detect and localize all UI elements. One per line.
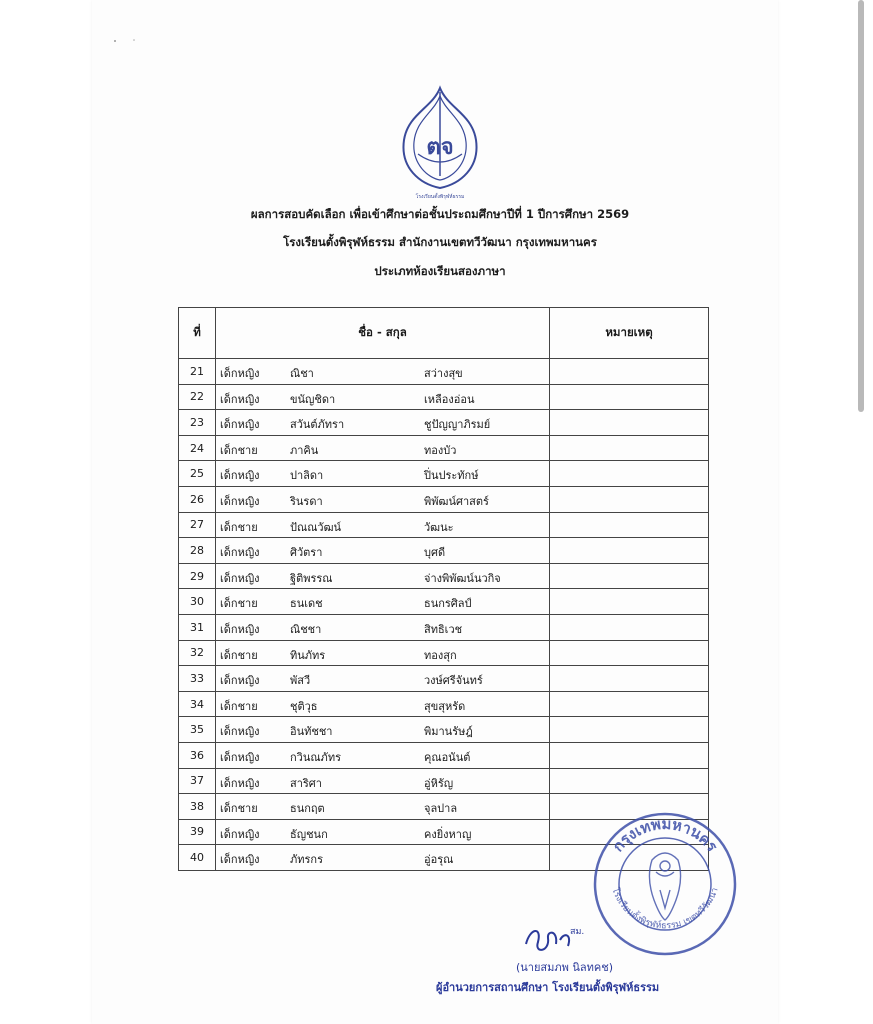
last-name: พิพัฒน์ศาสตร์ (424, 494, 489, 508)
first-name: ธัญชนก (290, 827, 328, 841)
table-row (179, 742, 709, 768)
table-row (179, 410, 709, 436)
scrollbar-thumb[interactable] (858, 0, 864, 412)
table-row (179, 640, 709, 666)
first-name: รินรดา (290, 494, 323, 508)
header-line-3: ประเภทห้องเรียนสองภาษา (374, 264, 506, 278)
last-name: จ่างพิพัฒน์นวกิจ (424, 571, 501, 585)
first-name: ชุติวุธ (290, 699, 318, 713)
cell-full-name (216, 563, 550, 589)
first-name: ทินภัทร (290, 648, 326, 662)
column-header-no: ที่ (179, 308, 216, 359)
first-name: อินทัชชา (290, 725, 333, 739)
stamp-bottom-text: โรงเรียนตั้งพิรุฬห์ธรรม เขตทวีวัฒนา (609, 886, 721, 932)
table-row (179, 666, 709, 692)
name-prefix: เด็กหญิง (220, 827, 260, 841)
signature-handwriting: สม. (570, 927, 585, 937)
last-name: ชูปัญญาภิรมย์ (424, 418, 491, 432)
name-prefix: เด็กหญิง (220, 674, 260, 688)
cell-number: 38 (179, 794, 216, 820)
cell-full-name (216, 486, 550, 512)
table-row (179, 563, 709, 589)
cell-full-name (216, 410, 550, 436)
last-name: ปิ่นประทักษ์ (424, 469, 479, 483)
results-table (178, 307, 709, 871)
last-name: พิมานรัษฎ์ (424, 725, 473, 739)
cell-remark (550, 666, 709, 692)
cell-full-name (216, 384, 550, 410)
cell-number: 37 (179, 768, 216, 794)
first-name: พัสวี (290, 674, 311, 688)
cell-full-name (216, 614, 550, 640)
name-prefix: เด็กหญิง (220, 392, 260, 406)
cell-remark (550, 538, 709, 564)
cell-full-name (216, 512, 550, 538)
name-prefix: เด็กหญิง (220, 367, 260, 380)
last-name: สว่างสุข (424, 367, 463, 380)
name-prefix: เด็กชาย (220, 443, 258, 457)
name-prefix: เด็กชาย (220, 699, 258, 713)
last-name: ทองบัว (424, 443, 457, 457)
logo-text: ตจ (426, 135, 454, 160)
name-prefix: เด็กหญิง (220, 725, 260, 739)
cell-remark (550, 614, 709, 640)
logo-caption: โรงเรียนตั้งพิรุฬห์ธรรม (415, 194, 465, 200)
cell-remark (550, 563, 709, 589)
table-row (179, 691, 709, 717)
cell-full-name (216, 666, 550, 692)
cell-number: 40 (179, 845, 216, 871)
last-name: คุณอนันต์ (424, 750, 471, 764)
cell-number: 35 (179, 717, 216, 743)
last-name: อู่หิรัญ (424, 776, 454, 790)
name-prefix: เด็กหญิง (220, 622, 260, 636)
cell-number: 32 (179, 640, 216, 666)
last-name: วัฒนะ (424, 520, 454, 534)
first-name: ธนกฤต (290, 802, 325, 816)
cell-number: 36 (179, 742, 216, 768)
table-row (179, 512, 709, 538)
first-name: ศิวัตรา (290, 546, 323, 560)
cell-remark (550, 691, 709, 717)
first-name: ฐิติพรรณ (290, 571, 333, 585)
last-name: จุลปาล (424, 802, 458, 816)
header-line-2: โรงเรียนตั้งพิรุฬห์ธรรม สำนักงานเขตทวีวัฒนา กรุงเทพมหานคร (283, 235, 597, 249)
signer-name: (นายสมภพ นิลทคช) (516, 961, 614, 974)
cell-number: 28 (179, 538, 216, 564)
first-name: ปาลิดา (290, 469, 324, 483)
cell-full-name (216, 768, 550, 794)
school-logo (392, 84, 488, 202)
name-prefix: เด็กชาย (220, 520, 258, 534)
last-name: เหลืองอ่อน (424, 392, 475, 406)
first-name: ภัทรกร (290, 853, 323, 867)
last-name: วงษ์ศรีจันทร์ (424, 674, 483, 688)
cell-number: 30 (179, 589, 216, 615)
cell-full-name (216, 717, 550, 743)
first-name: ภาคิน (290, 443, 319, 457)
first-name: สวันต์ภัทรา (290, 418, 345, 432)
first-name: ณิชชา (290, 622, 322, 636)
cell-number: 33 (179, 666, 216, 692)
cell-number: 27 (179, 512, 216, 538)
cell-number: 29 (179, 563, 216, 589)
table-row (179, 589, 709, 615)
cell-remark (550, 461, 709, 487)
name-prefix: เด็กหญิง (220, 494, 260, 508)
speck-marks (112, 38, 142, 44)
cell-full-name (216, 589, 550, 615)
cell-remark (550, 384, 709, 410)
table-row (179, 614, 709, 640)
table-row (179, 384, 709, 410)
name-prefix: เด็กหญิง (220, 853, 260, 867)
last-name: สิทธิเวช (424, 622, 463, 636)
header-line-1: ผลการสอบคัดเลือก เพื่อเข้าศึกษาต่อชั้นประถมศึกษาปีที่ 1 ปีการศึกษา 2569 (250, 207, 630, 221)
last-name: สุขสุหรัด (424, 699, 466, 713)
cell-full-name (216, 538, 550, 564)
name-prefix: เด็กชาย (220, 648, 258, 662)
table-row (179, 435, 709, 461)
official-stamp (590, 808, 740, 960)
last-name: คงยิ่งหาญ (424, 827, 472, 841)
first-name: ณิชา (290, 367, 314, 380)
column-header-remark: หมายเหตุ (550, 308, 709, 359)
cell-number: 31 (179, 614, 216, 640)
cell-number: 24 (179, 435, 216, 461)
name-prefix: เด็กหญิง (220, 776, 260, 790)
cell-remark (550, 589, 709, 615)
first-name: ปัณณวัฒน์ (290, 520, 342, 534)
name-prefix: เด็กหญิง (220, 571, 260, 585)
cell-full-name (216, 359, 550, 385)
stamp-top-text: กรุงเทพมหานคร (608, 814, 722, 856)
last-name: ทองสุก (424, 648, 457, 662)
cell-remark (550, 486, 709, 512)
name-prefix: เด็กชาย (220, 597, 258, 611)
cell-remark (550, 717, 709, 743)
cell-remark (550, 768, 709, 794)
table-row (179, 768, 709, 794)
cell-remark (550, 435, 709, 461)
cell-full-name (216, 691, 550, 717)
table-row (179, 461, 709, 487)
cell-remark (550, 359, 709, 385)
table-row (179, 538, 709, 564)
first-name: ธนเดช (290, 597, 323, 611)
cell-number: 21 (179, 359, 216, 385)
first-name: กวินณภัทร (290, 750, 341, 764)
cell-remark (550, 512, 709, 538)
name-prefix: เด็กหญิง (220, 469, 260, 483)
cell-full-name (216, 640, 550, 666)
cell-number: 22 (179, 384, 216, 410)
cell-remark (550, 410, 709, 436)
page-margin (0, 0, 92, 1024)
cell-number: 39 (179, 819, 216, 845)
last-name: อู่อรุณ (424, 853, 454, 867)
cell-full-name (216, 845, 550, 871)
first-name: สาริศา (290, 776, 322, 790)
cell-number: 23 (179, 410, 216, 436)
cell-full-name (216, 819, 550, 845)
stamp-emblem (649, 853, 680, 920)
cell-remark (550, 640, 709, 666)
cell-full-name (216, 461, 550, 487)
name-prefix: เด็กหญิง (220, 546, 260, 560)
first-name: ขนัญชิดา (290, 392, 336, 406)
last-name: บุศดี (424, 546, 446, 560)
table-row (179, 717, 709, 743)
cell-number: 25 (179, 461, 216, 487)
cell-full-name (216, 742, 550, 768)
table-row (179, 359, 709, 385)
signer-position: ผู้อำนวยการสถานศึกษา โรงเรียนตั้งพิรุฬห์ธรรม (436, 981, 660, 994)
name-prefix: เด็กหญิง (220, 750, 260, 764)
table-row (179, 486, 709, 512)
name-prefix: เด็กหญิง (220, 418, 260, 432)
name-prefix: เด็กชาย (220, 802, 258, 816)
signature-mark (520, 918, 585, 958)
cell-remark (550, 742, 709, 768)
last-name: ธนกรศิลป์ (424, 597, 472, 611)
cell-number: 34 (179, 691, 216, 717)
cell-full-name (216, 794, 550, 820)
column-header-name: ชื่อ - สกุล (216, 308, 550, 359)
cell-number: 26 (179, 486, 216, 512)
cell-full-name (216, 435, 550, 461)
table-header-row (179, 308, 709, 359)
